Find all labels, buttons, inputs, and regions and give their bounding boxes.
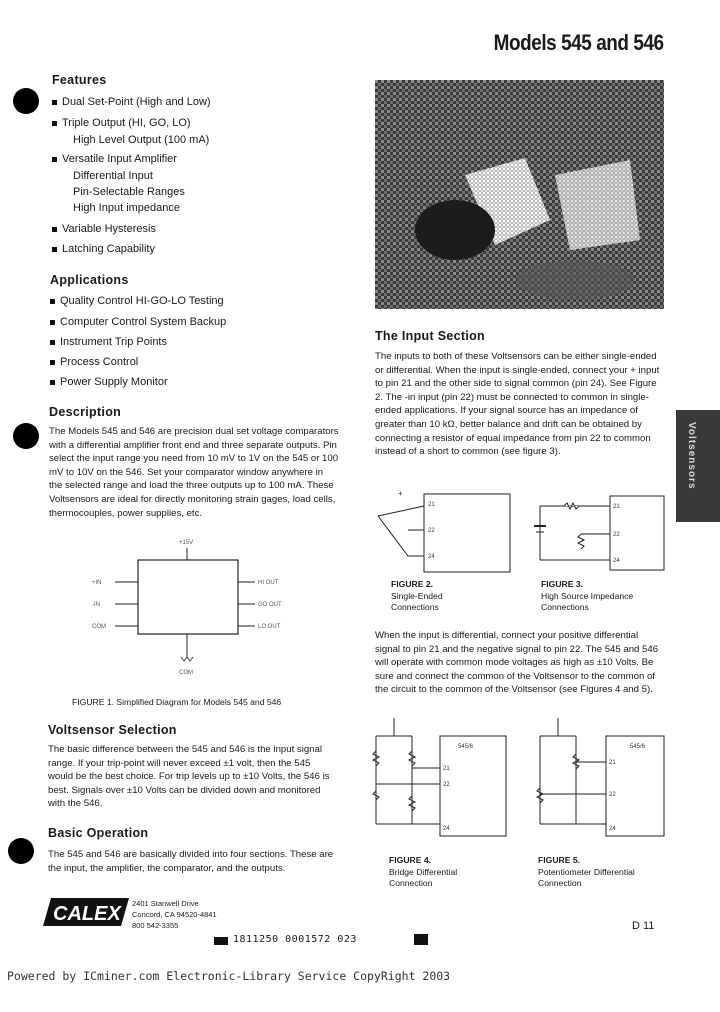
basic-operation-text: The 545 and 546 are basically divided into four sections. These are the input, the amplifier, the comparator, and the outputs.: [48, 849, 334, 874]
punch-hole-top: [13, 88, 39, 114]
voltsensor-heading: Voltsensor Selection: [48, 723, 177, 737]
feature-item: Triple Output (HI, GO, LO): [52, 116, 191, 130]
barcode-text: 1811250 0001572 023: [233, 934, 357, 945]
company-address-line: 2401 Stanwell Drive: [132, 899, 199, 908]
description-heading: Description: [49, 405, 122, 419]
figure4-pin: 22: [443, 782, 450, 788]
figure2-diagram: [368, 486, 516, 578]
section-tab-label: Voltsensors: [686, 422, 697, 490]
figure2-desc: Connections: [391, 602, 439, 612]
figure5-desc: Connection: [538, 878, 582, 888]
figure1-resistor: [181, 657, 193, 661]
figure1-label-go-out: GO OUT: [258, 602, 282, 608]
figure1-label-in-minus: -IN: [92, 602, 100, 608]
figure5-pin: 22: [609, 792, 616, 798]
figure5-block: [606, 736, 664, 836]
figure4-pin: 24: [443, 826, 450, 832]
figure5-diagram: [526, 706, 666, 846]
figure3-pin: 22: [613, 532, 620, 538]
page-number: D 11: [632, 920, 655, 932]
figure3-diagram: [526, 486, 666, 578]
figure1-caption: FIGURE 1. Simplified Diagram for Models 545 and 546: [72, 697, 282, 707]
figure2-wire-b: [378, 516, 408, 556]
figure4-label: FIGURE 4.: [389, 855, 432, 865]
calex-logo: [43, 896, 129, 928]
application-item: Instrument Trip Points: [50, 335, 167, 349]
figure4-pin: 21: [443, 766, 450, 772]
figure1-diagram: [90, 532, 310, 682]
product-module-2: [555, 160, 640, 250]
figure5-model: 545/6: [630, 744, 646, 750]
figure3-desc: High Source Impedance: [541, 590, 634, 601]
punch-hole-bottom: [8, 838, 34, 864]
application-item: Process Control: [50, 355, 138, 369]
product-photo-image: [375, 80, 664, 309]
figure5-pin: 21: [609, 760, 616, 766]
features-heading: Features: [52, 73, 107, 87]
figure2-pin: 22: [428, 528, 435, 534]
voltsensor-text: The basic difference between the 545 and 546 is the input signal range. If your trip-point will never exceed ±1 volt, then the 545 would be the best choice. For trip levels up to ±10 Volts, the 546 is best. Signals over ±10 Volts can be divided down and monitored with the 546.: [48, 744, 330, 810]
figure2-pin: 21: [428, 502, 435, 508]
figure2-desc: Single-Ended: [391, 590, 443, 601]
company-address-line: Concord, CA 94520-4841: [132, 910, 217, 919]
figure5-label: FIGURE 5.: [538, 855, 581, 865]
logo-text: CALEX: [53, 903, 121, 925]
figure1-label-lo-out: LO OUT: [258, 624, 281, 630]
figure3-caption: [541, 579, 633, 614]
figure5-caption: [538, 855, 635, 890]
feature-subitem: Differential Input: [73, 170, 153, 182]
figure1-label-common: COM: [92, 624, 106, 630]
feature-subitem: Pin-Selectable Ranges: [73, 186, 185, 198]
footer-copyright: Powered by ICminer.com Electronic-Library Service CopyRight 2003: [7, 969, 451, 983]
figure4-desc: Connection: [389, 878, 433, 888]
figure2-caption: [391, 579, 443, 614]
figure1-label-bottom: COM: [179, 670, 193, 676]
figure1-block: [138, 560, 238, 634]
input-section-text1: The inputs to both of these Voltsensors can be either single-ended or differential. When the input is single-ended, connect your + input to pin 21 and the other side to signal common (pin 24). See Figure 2. The -in input (pin 22) must be connected to common in single-ended applications. If your signal source has an impedance of greater than 10 kΩ, better balance and drift can be obtained by connecting a resistor of equal impedance from pin 22 to common instead of a short to common (see figure 3).: [375, 351, 660, 458]
product-photo: [375, 80, 664, 309]
figure3-label: FIGURE 3.: [541, 579, 584, 589]
figure4-block: [440, 736, 506, 836]
punch-hole-middle: [13, 423, 39, 449]
application-item: Computer Control System Backup: [50, 315, 226, 329]
figure2-wire-a: [378, 506, 424, 516]
feature-item: Variable Hysteresis: [52, 222, 156, 236]
input-section-text2: When the input is differential, connect your positive differential signal to pin 21 and the negative signal to pin 22. The 545 and 546 will operate with common mode voltages as high as ±10 Volts. Be sure and connect the common of the Voltsensor to the common of the circuit to the common of the Voltsensor (see Figures 4 and 5).: [375, 630, 659, 696]
figure3-pin: 21: [613, 504, 620, 510]
figure4-caption: [389, 855, 457, 890]
feature-item: Dual Set-Point (High and Low): [52, 95, 211, 109]
figure4-diagram: [368, 706, 508, 846]
figure1-label-top: +15V: [179, 540, 194, 546]
description-text: The Models 545 and 546 are precision dual set voltage comparators with a differential amplifier front end and three separate outputs. Pin select the input range you need from 10 mV to 1V on the 545 or 100 mV to 10V on the 546. Set your comparator window anywhere in the selected range and load the three outputs up to 100 mA. These Voltsensors are ideal for directly monitoring strain gages, load cells, thermocouples, power supplies, etc.: [49, 426, 339, 519]
svg-text:+: +: [398, 489, 403, 498]
basic-operation-heading: Basic Operation: [48, 826, 149, 840]
barcode-block-right: [414, 934, 428, 945]
figure3-resistor: [564, 503, 579, 509]
figure4-model: 545/6: [458, 744, 474, 750]
page-title: Models 545 and 546: [494, 30, 664, 55]
figure2-label: FIGURE 2.: [391, 579, 434, 589]
feature-subitem: High Input impedance: [73, 202, 181, 214]
figure2-block: [424, 494, 510, 572]
figure3-desc: Connections: [541, 602, 589, 612]
company-address-line: 800 542-3355: [132, 921, 179, 930]
figure1-label-hi-out: HI OUT: [258, 580, 279, 586]
applications-heading: Applications: [50, 273, 129, 287]
section-tab: [676, 410, 720, 522]
figure5-desc: Potentiometer Differential: [538, 866, 635, 877]
application-item: Quality Control HI-GO-LO Testing: [50, 294, 224, 308]
input-section-heading: The Input Section: [375, 329, 485, 343]
application-item: Power Supply Monitor: [50, 375, 168, 389]
barcode-block-left: [214, 937, 228, 945]
figure3-pin: 24: [613, 558, 620, 564]
figure4-desc: Bridge Differential: [389, 866, 458, 877]
figure5-pin: 24: [609, 826, 616, 832]
feature-subitem: High Level Output (100 mA): [73, 134, 210, 146]
figure1-label-in-plus: +IN: [92, 580, 102, 586]
figure2-pin: 24: [428, 554, 435, 560]
feature-item: Versatile Input Amplifier: [52, 152, 177, 166]
feature-item: Latching Capability: [52, 242, 155, 256]
